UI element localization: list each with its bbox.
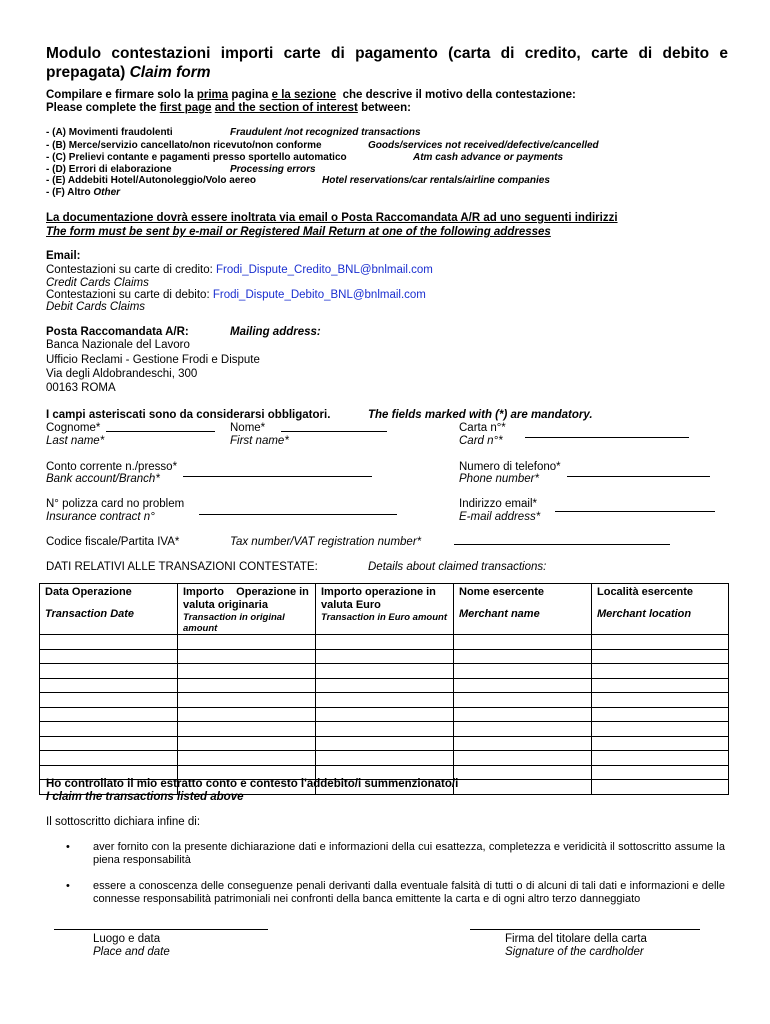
table-cell[interactable]: [178, 678, 316, 693]
mail-label-en: Mailing address:: [230, 326, 321, 338]
col-date-it: Data Operazione: [45, 586, 132, 598]
table-cell[interactable]: [316, 751, 454, 766]
transactions-heading-en: Details about claimed transactions:: [368, 561, 547, 573]
reason-f-it: - (F) Altro: [46, 187, 91, 198]
table-row: [40, 664, 729, 679]
table-cell[interactable]: [454, 780, 592, 795]
tax-number-field[interactable]: [454, 544, 670, 545]
table-cell[interactable]: [40, 736, 178, 751]
mandatory-english: The fields marked with (*) are mandatory.: [368, 409, 593, 421]
bullet-1-icon: •: [66, 841, 70, 853]
telefono-label: Numero di telefono*: [459, 461, 561, 473]
signature-it: Firma del titolare della carta: [505, 933, 647, 945]
table-cell[interactable]: [592, 780, 729, 795]
table-cell[interactable]: [454, 751, 592, 766]
col-location-it: Località esercente: [597, 586, 693, 598]
instructions-english: [46, 102, 411, 114]
mail-line-2: Ufficio Reclami - Gestione Frodi e Dispute: [46, 354, 260, 366]
table-cell[interactable]: [454, 678, 592, 693]
reason-c-en: Atm cash advance or payments: [413, 152, 564, 163]
table-cell[interactable]: [316, 635, 454, 650]
table-row: [40, 635, 729, 650]
mail-line-1: Banca Nazionale del Lavoro: [46, 339, 190, 351]
table-cell[interactable]: [178, 649, 316, 664]
table-row: [40, 693, 729, 708]
credit-claims-email-link[interactable]: Frodi_Dispute_Credito_BNL@bnlmail.com: [216, 264, 433, 276]
credit-claims-label: Contestazioni su carte di credito:: [46, 264, 217, 276]
reason-a-it: - (A) Movimenti fraudolenti: [46, 127, 173, 138]
instr-en-first: first page: [159, 102, 212, 114]
table-cell[interactable]: [40, 635, 178, 650]
place-date-en: Place and date: [93, 946, 170, 958]
reason-d-it: - (D) Errori di elaborazione: [46, 164, 172, 175]
col-merchant-location: [592, 584, 729, 635]
table-cell[interactable]: [40, 707, 178, 722]
nome-label: Nome*: [230, 422, 266, 434]
table-cell[interactable]: [178, 693, 316, 708]
tax-label: Tax number/VAT registration number*: [230, 536, 422, 548]
mandatory-italian: I campi asteriscati sono da considerarsi obbligatori.: [46, 409, 331, 421]
table-cell[interactable]: [316, 722, 454, 737]
confirm-english: I claim the transactions listed above: [46, 791, 244, 803]
table-cell[interactable]: [178, 635, 316, 650]
reason-f: [46, 187, 120, 198]
bank-account-field[interactable]: [183, 476, 372, 477]
col-merchant-en: Merchant name: [459, 608, 540, 620]
phone-number-field[interactable]: [567, 476, 710, 477]
col-euro-en: Transaction in Euro amount: [321, 612, 447, 623]
col-euro-amount: [316, 584, 454, 635]
form-title-english: Claim form: [129, 64, 211, 81]
transactions-body: [40, 635, 729, 795]
declaration-item-1: aver fornito con la presente dichiarazione dati e informazioni della cui esattezza, completezza e veridicità il sottoscritto assume la piena responsabilità: [93, 841, 725, 866]
table-cell[interactable]: [40, 693, 178, 708]
reason-f-en: Other: [93, 187, 121, 198]
col-merchant-name: [454, 584, 592, 635]
table-cell[interactable]: [592, 751, 729, 766]
debit-claims-en: Debit Cards Claims: [46, 301, 146, 313]
table-cell[interactable]: [316, 693, 454, 708]
table-row: [40, 751, 729, 766]
table-cell[interactable]: [316, 736, 454, 751]
instr-it-sezione: e la sezione: [271, 89, 337, 101]
reason-b-it: - (B) Merce/servizio cancellato/non ricevuto/non conforme: [46, 140, 322, 151]
table-cell[interactable]: [454, 664, 592, 679]
table-cell[interactable]: [592, 635, 729, 650]
bank-label: Bank account/Branch*: [46, 473, 160, 485]
mail-line-4: 00163 ROMA: [46, 382, 116, 394]
table-cell[interactable]: [592, 736, 729, 751]
table-cell[interactable]: [40, 664, 178, 679]
col-merchant-it: Nome esercente: [459, 586, 544, 598]
table-cell[interactable]: [178, 751, 316, 766]
card-number-field[interactable]: [525, 437, 689, 438]
table-cell[interactable]: [454, 707, 592, 722]
table-cell[interactable]: [316, 678, 454, 693]
email-address-field[interactable]: [555, 511, 715, 512]
last-name-label: Last name*: [46, 435, 105, 447]
reason-e-it: - (E) Addebiti Hotel/Autonoleggio/Volo aereo: [46, 175, 256, 186]
phone-label: Phone number*: [459, 473, 539, 485]
credit-claims-en: Credit Cards Claims: [46, 277, 149, 289]
doc-notice-english: The form must be sent by e-mail or Registered Mail Return at one of the following addresses: [46, 226, 551, 238]
place-date-field[interactable]: [54, 929, 268, 930]
table-cell[interactable]: [40, 649, 178, 664]
col-original-en: Transaction in original amount: [183, 612, 285, 634]
conto-label: Conto corrente n./presso*: [46, 461, 178, 473]
credit-claims-line: [46, 264, 433, 276]
table-cell[interactable]: [454, 649, 592, 664]
instr-it-mid: pagina: [228, 89, 272, 101]
transactions-header-row: [40, 584, 729, 635]
doc-notice-italian: La documentazione dovrà essere inoltrata via email o Posta Raccomandata A/R ad uno seguenti indirizzi: [46, 212, 618, 224]
mail-line-3: Via degli Aldobrandeschi, 300: [46, 368, 198, 380]
table-row: [40, 678, 729, 693]
instr-it-post: che descrive il motivo della contestazione:: [336, 89, 576, 101]
table-cell[interactable]: [592, 649, 729, 664]
table-row: [40, 707, 729, 722]
mail-label: Posta Raccomandata A/R:: [46, 326, 189, 338]
table-row: [40, 736, 729, 751]
email-label: E-mail address*: [459, 511, 541, 523]
instr-it-pre: Compilare e firmare solo la: [46, 89, 197, 101]
form-title: [46, 44, 728, 82]
reason-a-en: Fraudulent /not recognized transactions: [230, 127, 421, 138]
insurance-contract-field[interactable]: [199, 514, 397, 515]
instr-en-pre: Please complete the: [46, 102, 160, 114]
last-name-field[interactable]: [106, 431, 215, 432]
cognome-label: Cognome*: [46, 422, 101, 434]
table-cell[interactable]: [40, 722, 178, 737]
codice-label: Codice fiscale/Partita IVA*: [46, 536, 180, 548]
table-cell[interactable]: [178, 664, 316, 679]
declaration-item-2: essere a conoscenza delle conseguenze penali derivanti dalla eventuale falsità di tutti o di alcuni di tali dati e informazioni e delle connesse responsabilità patrimoniali nei confronti della banca emittente la carta e di ogni altro terzo danneggiato: [93, 880, 725, 905]
form-title-italian: Modulo contestazioni importi carte di pagamento (carta di credito, carte di debito e prepagata): [46, 45, 728, 81]
reason-e-en: Hotel reservations/car rentals/airline companies: [322, 175, 550, 186]
email-section-label: Email:: [46, 250, 81, 262]
table-cell[interactable]: [316, 707, 454, 722]
card-label: Card n°*: [459, 435, 503, 447]
instr-en-post: between:: [357, 102, 411, 114]
reason-c-it: - (C) Prelievi contante e pagamenti presso sportello automatico: [46, 152, 347, 163]
table-row: [40, 649, 729, 664]
first-name-label: First name*: [230, 435, 289, 447]
col-location-en: Merchant location: [597, 608, 692, 620]
col-original-amount: [178, 584, 316, 635]
instructions-italian: [46, 89, 576, 101]
table-cell[interactable]: [454, 635, 592, 650]
col-date-en: Transaction Date: [45, 608, 135, 620]
debit-claims-line: [46, 289, 426, 301]
table-cell[interactable]: [454, 765, 592, 780]
table-cell[interactable]: [178, 722, 316, 737]
declaration-intro: Il sottoscritto dichiara infine di:: [46, 816, 201, 828]
reason-b-en: Goods/services not received/defective/cancelled: [368, 140, 599, 151]
place-date-it: Luogo e data: [93, 933, 161, 945]
table-cell[interactable]: [592, 765, 729, 780]
first-name-field[interactable]: [281, 431, 387, 432]
transactions-table: [39, 583, 729, 795]
table-cell[interactable]: [316, 649, 454, 664]
insurance-label: Insurance contract n°: [46, 511, 155, 523]
debit-claims-email-link[interactable]: Frodi_Dispute_Debito_BNL@bnlmail.com: [212, 289, 426, 301]
instr-it-prima: prima: [196, 89, 229, 101]
signature-field[interactable]: [470, 929, 700, 930]
indirizzo-label: Indirizzo email*: [459, 498, 537, 510]
instr-en-section: and the section of interest: [214, 102, 358, 114]
table-cell[interactable]: [592, 664, 729, 679]
table-row: [40, 722, 729, 737]
table-cell[interactable]: [592, 707, 729, 722]
table-cell[interactable]: [40, 678, 178, 693]
col-original-it: Importo Operazione in valuta originaria: [183, 586, 312, 611]
table-cell[interactable]: [316, 664, 454, 679]
carta-label: Carta n°*: [459, 422, 506, 434]
reason-d-en: Processing errors: [230, 164, 316, 175]
debit-claims-label: Contestazioni su carte di debito:: [46, 289, 213, 301]
table-cell[interactable]: [40, 751, 178, 766]
table-cell[interactable]: [454, 693, 592, 708]
table-cell[interactable]: [592, 693, 729, 708]
col-euro-it: Importo operazione in valuta Euro: [321, 586, 436, 611]
table-cell[interactable]: [178, 736, 316, 751]
signature-en: Signature of the cardholder: [505, 946, 644, 958]
table-cell[interactable]: [592, 722, 729, 737]
col-transaction-date: [40, 584, 178, 635]
confirm-italian: Ho controllato il mio estratto conto e contesto l'addebito/i summenzionato/i: [46, 778, 459, 790]
transactions-heading: DATI RELATIVI ALLE TRANSAZIONI CONTESTATE:: [46, 561, 318, 573]
table-cell[interactable]: [178, 707, 316, 722]
table-cell[interactable]: [454, 736, 592, 751]
polizza-label: N° polizza card no problem: [46, 498, 185, 510]
table-cell[interactable]: [454, 722, 592, 737]
bullet-2-icon: •: [66, 880, 70, 892]
table-cell[interactable]: [592, 678, 729, 693]
